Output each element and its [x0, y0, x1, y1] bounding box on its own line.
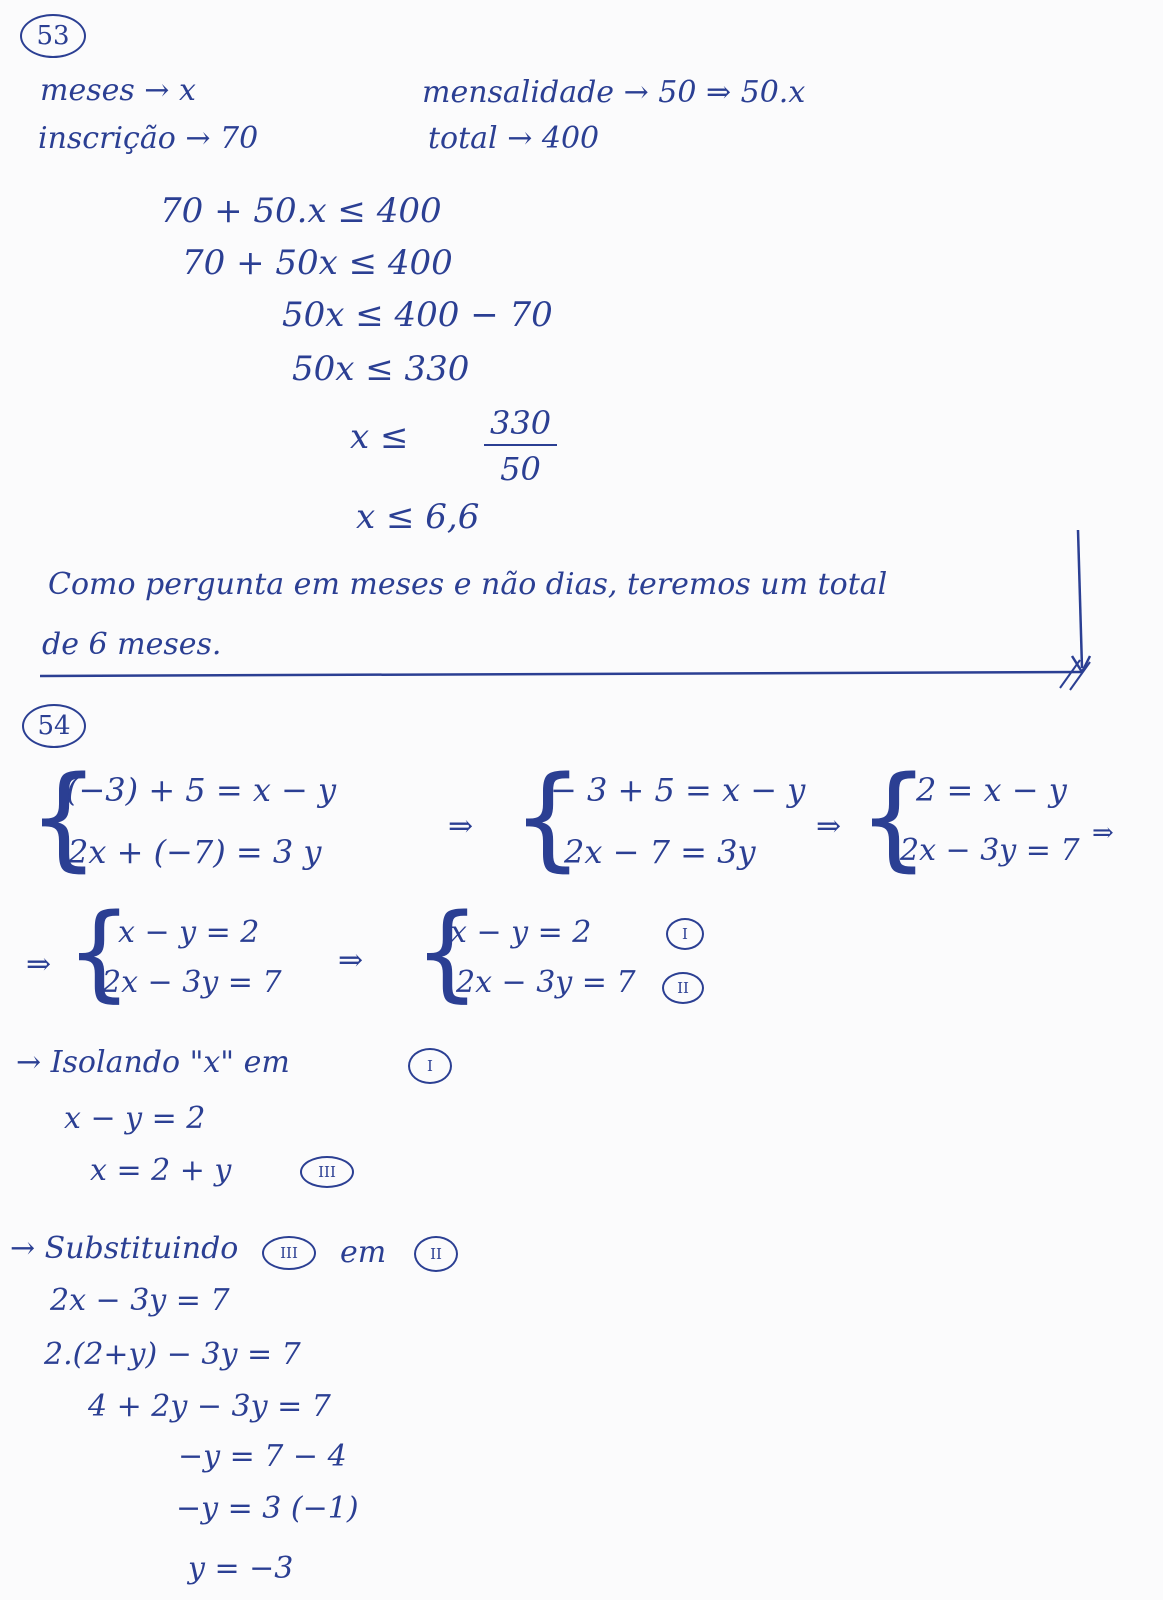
end-mark-1 [1060, 660, 1080, 688]
isolating-step-1: x − y = 2 [64, 1101, 206, 1136]
step-5: x ≤ 6,6 [356, 497, 480, 537]
system-4-eq-1: x − y = 2 [118, 915, 260, 950]
equation-label-I-text: I [682, 925, 688, 943]
equation-label-I [666, 918, 704, 950]
isolating-heading: → Isolando "x" em [16, 1045, 290, 1080]
implies-arrow-3: ⇒ [1092, 818, 1114, 848]
substituting-step-4: −y = 7 − 4 [178, 1439, 347, 1474]
definition-monthly-fee: mensalidade → 50 ⇒ 50.x [422, 75, 806, 110]
problem-53-number-text: 53 [36, 21, 70, 51]
equation-label-II-text: II [677, 979, 689, 997]
conclusion-line-1: Como pergunta em meses e não dias, teremos um total [48, 567, 888, 602]
problem-54-number [22, 704, 86, 748]
system-1-eq-2: 2x + (−7) = 3 y [68, 833, 322, 871]
system-2-brace: { [512, 753, 584, 883]
substituting-step-1: 2x − 3y = 7 [50, 1283, 230, 1318]
system-3-eq-2: 2x − 3y = 7 [900, 833, 1080, 868]
definition-total: total → 400 [428, 121, 600, 156]
substituting-step-2: 2.(2+y) − 3y = 7 [44, 1337, 301, 1372]
substituting-label-III [262, 1236, 316, 1270]
substituting-step-5: −y = 3 (−1) [176, 1491, 359, 1526]
implies-arrow-2: ⇒ [816, 809, 842, 844]
system-5-brace: { [414, 891, 481, 1013]
system-2-eq-1: − 3 + 5 = x − y [550, 771, 806, 809]
step-1: 70 + 50.x ≤ 400 [160, 191, 442, 231]
implies-arrow-4: ⇒ [26, 947, 52, 982]
definition-enrollment: inscrição → 70 [38, 121, 259, 156]
step-2: 70 + 50x ≤ 400 [182, 243, 453, 283]
equation-label-III-text: III [318, 1163, 336, 1181]
substituting-label-II [414, 1236, 458, 1272]
equation-label-III [300, 1156, 354, 1188]
system-5-eq-2: 2x − 3y = 7 [456, 965, 636, 1000]
implies-arrow-5: ⇒ [338, 943, 364, 978]
equation-label-II [662, 972, 704, 1004]
vertical-arrow-line [1078, 530, 1082, 668]
system-3-brace: { [858, 753, 930, 883]
system-5-eq-1: x − y = 2 [450, 915, 592, 950]
conclusion-line-2: de 6 meses. [42, 627, 222, 662]
system-3-eq-1: 2 = x − y [916, 771, 1067, 809]
substituting-label-II-text: II [430, 1245, 442, 1263]
isolating-label-I [408, 1048, 452, 1084]
fraction-numerator: 330 [484, 404, 557, 446]
step-4: 50x ≤ 330 [292, 349, 470, 389]
isolating-label-I-text: I [427, 1057, 433, 1075]
fraction-denominator: 50 [500, 450, 541, 488]
problem-54-number-text: 54 [37, 711, 71, 741]
substituting-step-6: y = −3 [188, 1551, 294, 1586]
system-1-brace: { [28, 753, 100, 883]
step-fraction-lhs: x ≤ [350, 417, 409, 457]
implies-arrow-1: ⇒ [448, 809, 474, 844]
section-divider [40, 672, 1082, 676]
step-3: 50x ≤ 400 − 70 [282, 295, 553, 335]
substituting-heading: → Substituindo [10, 1231, 239, 1266]
end-mark-2 [1070, 662, 1090, 690]
system-2-eq-2: 2x − 7 = 3y [564, 833, 756, 871]
system-1-eq-1: (−3) + 5 = x − y [66, 771, 337, 809]
system-4-eq-2: 2x − 3y = 7 [102, 965, 282, 1000]
definition-months: meses → x [40, 73, 196, 108]
substituting-in: em [340, 1235, 387, 1270]
substituting-step-3: 4 + 2y − 3y = 7 [88, 1389, 331, 1424]
system-4-brace: { [66, 891, 133, 1013]
isolating-step-2: x = 2 + y [90, 1153, 232, 1188]
substituting-label-III-text: III [280, 1244, 298, 1262]
